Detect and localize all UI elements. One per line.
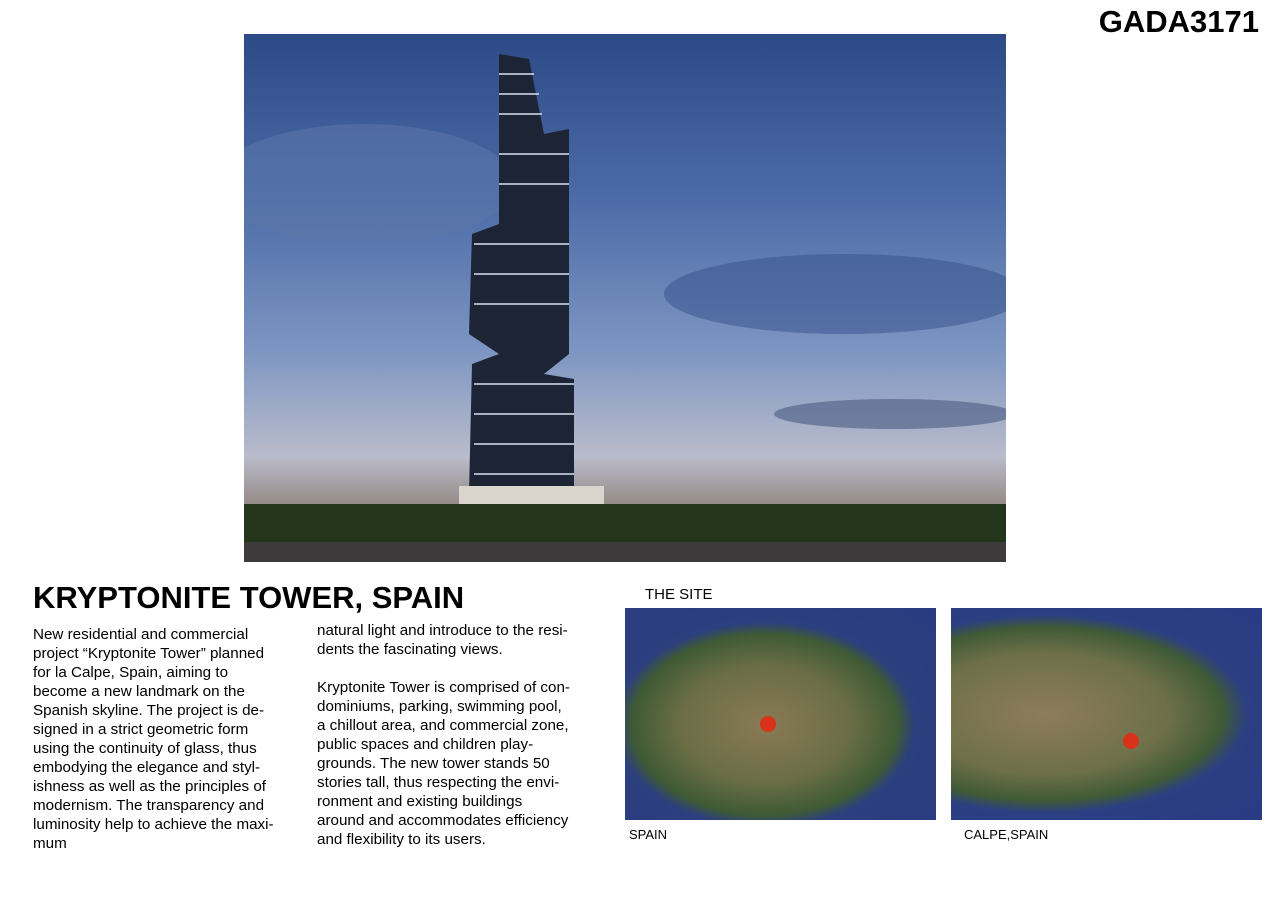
- description-column-1: [33, 625, 274, 853]
- text-line: modernism. The transparency and: [33, 797, 265, 814]
- map-spain: [625, 608, 936, 820]
- map-caption-calpe: CALPE,SPAIN: [964, 827, 1049, 842]
- text-line: dominiums, parking, swimming pool,: [317, 698, 562, 715]
- map-calpe: [951, 608, 1262, 820]
- text-line: for la Calpe, Spain, aiming to: [33, 664, 229, 681]
- text-line: signed in a strict geometric form: [33, 721, 249, 738]
- text-line: stories tall, thus respecting the envi-: [317, 774, 560, 791]
- text-line: natural light and introduce to the resi-: [317, 622, 568, 639]
- text-line: Kryptonite Tower is comprised of con-: [317, 679, 570, 696]
- text-line: ishness as well as the principles of: [33, 778, 266, 795]
- text-line: grounds. The new tower stands 50: [317, 755, 550, 772]
- text-line: a chillout area, and commercial zone,: [317, 717, 569, 734]
- text-line: embodying the elegance and styl-: [33, 759, 261, 776]
- text-line: New residential and commercial: [33, 626, 249, 643]
- location-marker: [1123, 733, 1139, 749]
- text-line: public spaces and children play-: [317, 736, 534, 753]
- text-line: mum: [33, 835, 67, 852]
- text-line: dents the fascinating views.: [317, 641, 503, 658]
- text-line: using the continuity of glass, thus: [33, 740, 257, 757]
- tower-illustration: [244, 34, 1006, 562]
- text-line: become a new landmark on the: [33, 683, 245, 700]
- map-caption-spain: SPAIN: [629, 827, 668, 842]
- description-column-2: [317, 621, 570, 849]
- site-heading: THE SITE: [645, 586, 713, 603]
- location-marker: [760, 716, 776, 732]
- blank-line: [317, 659, 570, 678]
- text-line: Spanish skyline. The project is de-: [33, 702, 265, 719]
- text-line: and flexibility to its users.: [317, 831, 486, 848]
- text-line: ronment and existing buildings: [317, 793, 523, 810]
- tower-rendering: [244, 34, 1006, 562]
- text-line: project “Kryptonite Tower” planned: [33, 645, 265, 662]
- page-title: KRYPTONITE TOWER, SPAIN: [33, 580, 465, 615]
- project-code: GADA3171: [1098, 4, 1259, 39]
- text-line: around and accommodates efficiency: [317, 812, 569, 829]
- text-line: luminosity help to achieve the maxi-: [33, 816, 274, 833]
